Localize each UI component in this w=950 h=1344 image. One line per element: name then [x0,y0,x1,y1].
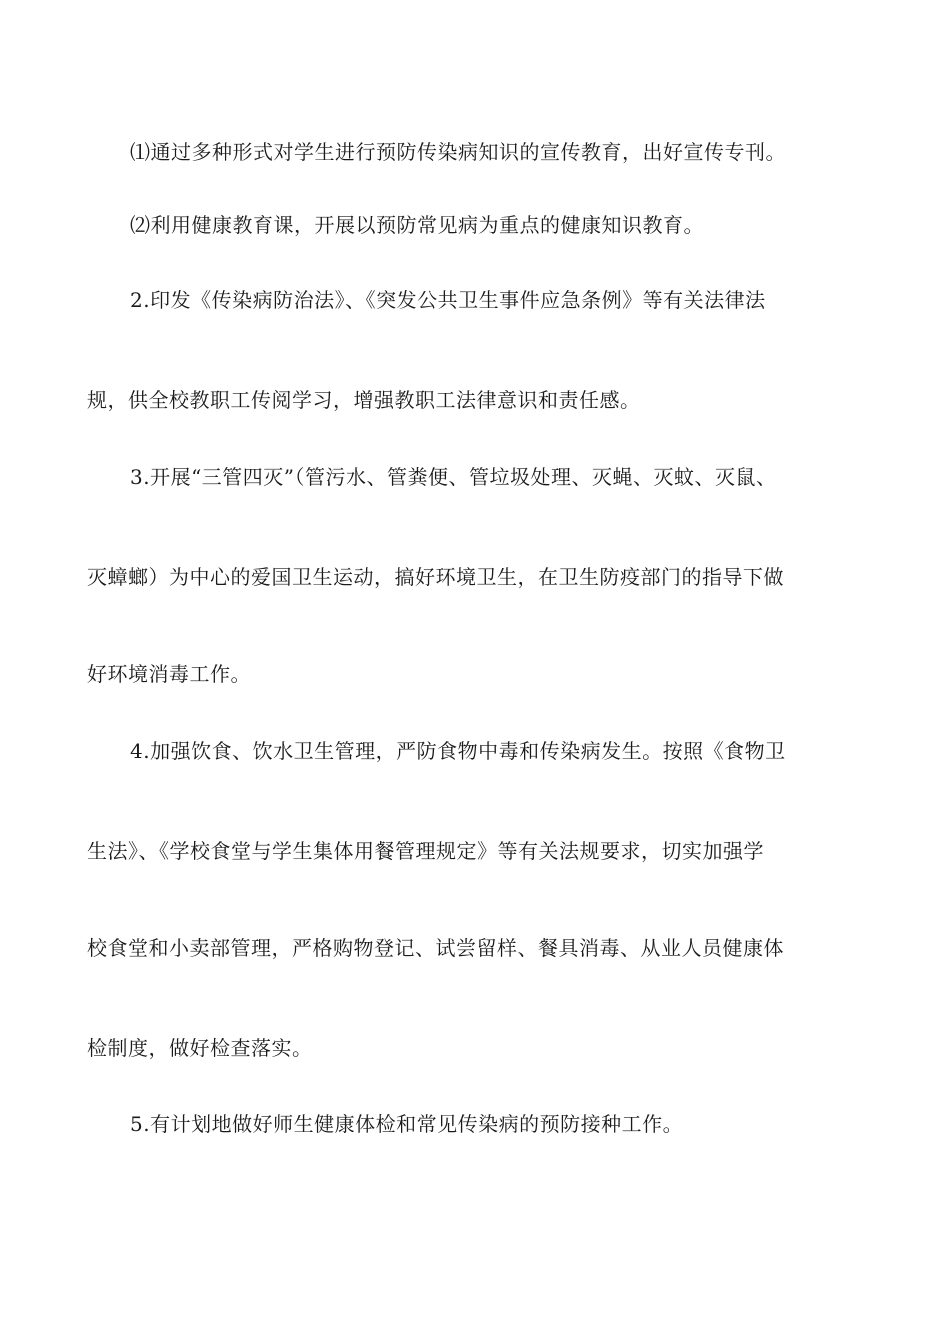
paragraph-5-line-4: 检制度，做好检查落实。 [87,1036,313,1060]
paragraph-5-line-2: 生法》、《学校食堂与学生集体用餐管理规定》等有关法规要求，切实加强学 [87,839,764,863]
paragraph-3-line-2: 规，供全校教职工传阅学习，增强教职工法律意识和责任感。 [87,388,641,412]
paragraph-5-line-3: 校食堂和小卖部管理，严格购物登记、试尝留样、餐具消毒、从业人员健康体 [87,936,784,960]
paragraph-4-line-2: 灭蟑螂）为中心的爱国卫生运动，搞好环境卫生，在卫生防疫部门的指导下做 [87,565,784,589]
paragraph-4-line-1: 3.开展“三管四灭”（管污水、管粪便、管垃圾处理、灭蝇、灭蚊、灭鼠、 [130,465,777,489]
paragraph-5-line-1: 4.加强饮食、饮水卫生管理，严防食物中毒和传染病发生。按照《食物卫 [130,739,786,763]
paragraph-item-2-line: ⑵利用健康教育课，开展以预防常见病为重点的健康知识教育。 [130,213,704,237]
paragraph-4-line-3: 好环境消毒工作。 [87,662,251,686]
paragraph-6-line-1: 5.有计划地做好师生健康体检和常见传染病的预防接种工作。 [130,1112,684,1136]
paragraph-item-1-line: ⑴通过多种形式对学生进行预防传染病知识的宣传教育，出好宣传专刊。 [130,140,786,164]
paragraph-3-line-1: 2.印发《传染病防治法》、《突发公共卫生事件应急条例》等有关法律法 [130,288,766,312]
